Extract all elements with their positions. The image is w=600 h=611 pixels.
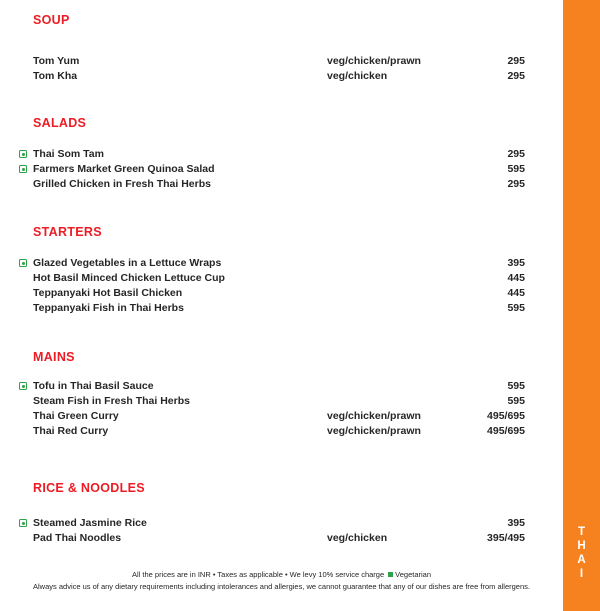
item-name: Tom Kha bbox=[33, 70, 78, 82]
section-soup bbox=[33, 14, 525, 85]
item-name: Thai Green Curry bbox=[33, 410, 119, 422]
section-rice-noodles bbox=[33, 482, 525, 547]
menu-item-row bbox=[33, 178, 525, 193]
menu-item-row bbox=[33, 272, 525, 287]
section-starters bbox=[33, 226, 525, 317]
item-name: Farmers Market Green Quinoa Salad bbox=[33, 163, 215, 175]
section-items bbox=[33, 517, 525, 547]
item-price: 295 bbox=[507, 55, 525, 67]
footer bbox=[0, 569, 563, 593]
thai-letter: T bbox=[577, 526, 586, 538]
item-name: Teppanyaki Fish in Thai Herbs bbox=[33, 302, 184, 314]
menu-item-row bbox=[33, 302, 525, 317]
menu-item-row bbox=[33, 70, 525, 85]
menu-item-row bbox=[33, 163, 525, 178]
item-name: Thai Som Tam bbox=[33, 148, 104, 160]
item-price: 445 bbox=[507, 272, 525, 284]
item-name: Thai Red Curry bbox=[33, 425, 109, 437]
section-mains bbox=[33, 351, 525, 440]
item-name: Hot Basil Minced Chicken Lettuce Cup bbox=[33, 272, 225, 284]
section-salads bbox=[33, 117, 525, 193]
cuisine-label-thai bbox=[563, 525, 600, 581]
section-title: MAINS bbox=[33, 350, 75, 364]
item-price: 595 bbox=[507, 395, 525, 407]
section-items bbox=[33, 148, 525, 193]
menu-item-row bbox=[33, 517, 525, 532]
item-price: 295 bbox=[507, 70, 525, 82]
footer-pricing-note bbox=[0, 569, 563, 581]
section-items bbox=[33, 257, 525, 317]
item-name: Steamed Jasmine Rice bbox=[33, 517, 147, 529]
item-price: 595 bbox=[507, 163, 525, 175]
item-price: 495/695 bbox=[487, 425, 525, 437]
item-name: Grilled Chicken in Fresh Thai Herbs bbox=[33, 178, 211, 190]
item-name: Steam Fish in Fresh Thai Herbs bbox=[33, 395, 190, 407]
footer-note-text: All the prices are in INR • Taxes as applicable • We levy 10% service charge bbox=[131, 570, 385, 579]
section-title: SOUP bbox=[33, 13, 70, 27]
item-name: Glazed Vegetables in a Lettuce Wraps bbox=[33, 257, 222, 269]
thai-letter: I bbox=[579, 568, 584, 580]
section-title: SALADS bbox=[33, 116, 87, 130]
section-items bbox=[33, 380, 525, 440]
menu-item-row bbox=[33, 55, 525, 70]
veg-legend-label: Vegetarian bbox=[395, 570, 432, 579]
side-accent-bar bbox=[563, 0, 600, 611]
veg-icon bbox=[19, 165, 27, 173]
item-variant: veg/chicken/prawn bbox=[327, 410, 421, 422]
thai-letter: H bbox=[577, 540, 586, 552]
menu-item-row bbox=[33, 380, 525, 395]
menu-item-row bbox=[33, 410, 525, 425]
item-price: 595 bbox=[507, 380, 525, 392]
item-price: 495/695 bbox=[487, 410, 525, 422]
item-variant: veg/chicken/prawn bbox=[327, 425, 421, 437]
item-price: 445 bbox=[507, 287, 525, 299]
item-price: 395 bbox=[507, 257, 525, 269]
item-variant: veg/chicken/prawn bbox=[327, 55, 421, 67]
veg-icon bbox=[19, 150, 27, 158]
item-price: 395 bbox=[507, 517, 525, 529]
veg-icon bbox=[19, 382, 27, 390]
item-price: 395/495 bbox=[487, 532, 525, 544]
section-items bbox=[33, 55, 525, 85]
footer-allergen-note: Always advice us of any dietary requirements including intolerances and allergies, we cannot guarantee that any of our dishes are free from allergens. bbox=[33, 582, 530, 591]
item-name: Pad Thai Noodles bbox=[33, 532, 122, 544]
menu-item-row bbox=[33, 425, 525, 440]
section-title: RICE & NOODLES bbox=[33, 481, 145, 495]
item-price: 595 bbox=[507, 302, 525, 314]
thai-letter: A bbox=[577, 554, 586, 566]
menu-item-row bbox=[33, 148, 525, 163]
section-title: STARTERS bbox=[33, 225, 102, 239]
veg-icon bbox=[19, 259, 27, 267]
menu-item-row bbox=[33, 395, 525, 410]
menu-item-row bbox=[33, 532, 525, 547]
veg-icon bbox=[19, 519, 27, 527]
item-variant: veg/chicken bbox=[327, 70, 388, 82]
item-variant: veg/chicken bbox=[327, 532, 388, 544]
item-price: 295 bbox=[507, 148, 525, 160]
item-name: Tom Yum bbox=[33, 55, 80, 67]
veg-legend-icon bbox=[388, 572, 393, 577]
menu-item-row bbox=[33, 257, 525, 272]
item-name: Teppanyaki Hot Basil Chicken bbox=[33, 287, 183, 299]
menu-item-row bbox=[33, 287, 525, 302]
item-price: 295 bbox=[507, 178, 525, 190]
item-name: Tofu in Thai Basil Sauce bbox=[33, 380, 154, 392]
